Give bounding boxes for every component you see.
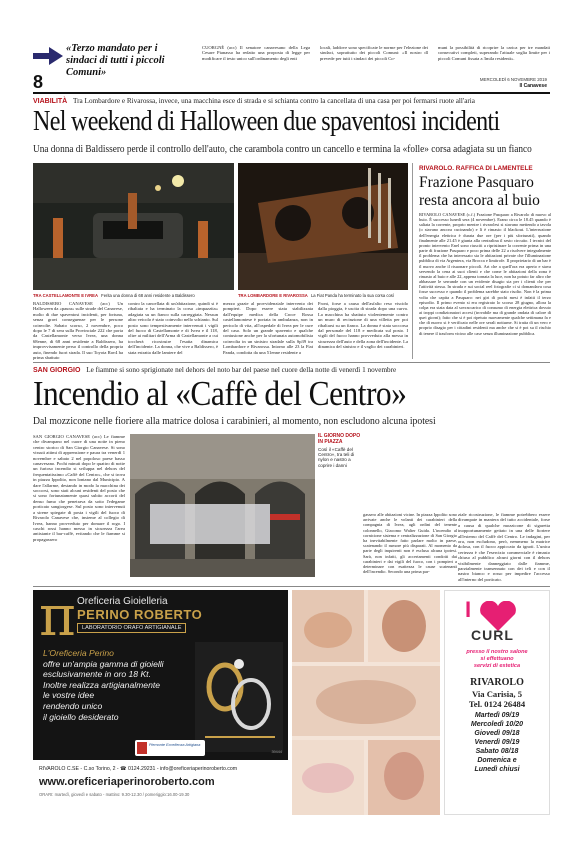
salon-day-1: Martedì 09/19 bbox=[474, 712, 520, 719]
jewelry-line-6: rendendo unico bbox=[43, 700, 103, 711]
jewelry-ad[interactable] bbox=[33, 590, 288, 815]
jewelry-line-5: le vostre idee bbox=[43, 690, 95, 701]
story1-col-4: Front, forse a causa dell'asfalto reso viscido dalla pioggia, è uscita di strada dopo una curva. La macchina ha sbattuto violentemente contro un muro di recinzione di una villetta per poi ribaltarsi su un fianco. La donna è stata soccorsa dal personale del 118 e medicata sul posto. I vigili del fuoco hanno provveduto alla messa in sicurezza dell'auto e della zona dell'incidente. La dinamica del sinistro e il vaglio dei carabinieri. bbox=[318, 301, 408, 350]
story1-kicker-text: Tra Lombardore e Rivarossa, invece, una macchina esce di strada e si schianta contro la cancellata di una casa per poi fermarsi ruote all'aria bbox=[73, 97, 475, 105]
salon-day-3: Giovedì 09/18 bbox=[474, 730, 520, 737]
teaser-col-2: locali, laddove sono specificate le norme per l'elezione dei sindaci, soprattutto dei piccoli Comuni: «Il nostro dl prevede per tutti i sindaci dei piccoli Co- bbox=[320, 45, 428, 61]
jewelry-ad-footer bbox=[33, 760, 288, 815]
crash-caption-2-tag: TRA LOMBARDORE E RIVAROSSA bbox=[238, 293, 308, 298]
page-number: 8 bbox=[33, 72, 44, 92]
jewelry-ad-text bbox=[43, 648, 193, 722]
salon-address bbox=[449, 677, 545, 709]
salon-tagline bbox=[449, 649, 545, 669]
crash-photo-1 bbox=[33, 163, 234, 290]
crash-caption-2-text: La Fiat Panda ha terminato la sua corsa così bbox=[310, 293, 395, 298]
story1-col-2: contro la cancellata di un'abitazione, quindi si è ribaltata e ha terminato la corsa «impazzita» adagiata su un fianco sulla carreggiata. Nessun altro veicolo è stato coinvolto nello schianto. Sul posto sono tempestivamente intervenuti i vigili del fuoco di Castellamonte e di Ivrea e il 118, oltre ai militari dell'Arma di Castellamonte a cui toccherà ricostruire l'esatta dinamica dell'incidente. La donna, che vive a Baldissero, è stata estratta dalle lamiere del bbox=[128, 301, 218, 355]
salon-photo-collage bbox=[292, 590, 440, 815]
jewelry-line-4: Inoltre realizza artigianalmente bbox=[43, 679, 161, 690]
jewelry-line-3: esclusivamente in oro 18 Kt. bbox=[43, 669, 151, 680]
header-rule bbox=[33, 92, 550, 94]
i-love-curl-logo bbox=[465, 599, 531, 643]
piemonte-flag-icon bbox=[137, 742, 147, 754]
story1-col-3: mezzo grazie al provvidenziale intervento dei pompieri. Dopo essere stata stabilizzata dall'equipe medica della Croce Rossa castellamontese è portata in ambulanza, non in pericolo di vita, all'ospedale di Ivrea per le cure del caso. Solo un grande spavento e qualche contusione anche per la sfortunata automobilista coinvolta in un sinistro stradale sulla Sp39 tra Lombardore e Rivarossa. Intorno alle 23 la Fiat Panda, condotta da una 51enne residente a bbox=[223, 301, 313, 355]
crash-caption-1-tag: TRA CASTELLAMONTE E IVREA bbox=[33, 293, 98, 298]
jewelry-ad-brand: PERINO ROBERTO bbox=[77, 607, 203, 622]
salon-city: RIVAROLO bbox=[470, 677, 524, 688]
story2-col-2: gassero alle abitazioni vicine. In piazza Ippolito sono arrivate anche le volanti dei carabinieri della compagnia di Ivrea, agli ordini del tenente colonnello, Giacomo Walter Guida. L'incendio al cornicione sistema e centralizzazione di San Giorgio ha inevitabilmente fatto parlare molto in paese, scatenando il rumore più disparati. Al momento da parte degli inquirenti non è esclusa alcuna ipotesi. Sarà, non infatti, gli accertamenti condotti dai carabinieri e dai vigili del fuoco, con i pompieri a determinare con esattezza le cause scatenanti dell'incendio. Secondo una prima par- bbox=[363, 512, 457, 575]
paper-name: Il Canavese bbox=[519, 83, 547, 89]
salon-day-7: Lunedì chiusi bbox=[474, 766, 520, 773]
teaser-arrow-icon bbox=[33, 47, 63, 65]
artisan-badge-text: Piemonte Eccellenza Artigiana bbox=[149, 743, 201, 747]
story2-col-1: SAN GIORGIO CANAVESE (acc) Le fiamme che divampano nel cuore di una notte in pieno centro storico di San Giorgio Canavese. Si sono vissuti attimi di apprensione e paura tra venerdì 1 novembre e sabato 2 nel popoloso paese basso canavesano. Pochi minuti dopo le quattro di notte un furioso incendio si sviluppa nel dehors del frequentatissimo «Caffè del Centro», che si trova in piazza Ippolito, non lontano dal Municipio. A dare l'allarme, destando in modo la macchina dei soccorsi, sono stati alcuni residenti del posto che si sono fortunatamente quasi subito accorti del denso fumo che penetrava da sotto l'edegame porticato sangiorgese. Sul posto sono intervenuti a sirene spiegate di posta i vigili del fuoco di Rivarolo Canavese che, insieme al collegio di Ivrea, hanno provveduto per domare il rogo. I caschi rossi hanno messo in sicurezza l'area antistante il bar-caffè, evitando che le fiamme si propagassero bbox=[33, 434, 125, 542]
story1-subhead: Una donna di Baldissero perde il controllo dell'auto, che carambola contro un cancello e termina la «folle» corsa adagiata su un fianco bbox=[33, 143, 532, 155]
salon-day-2: Mercoledì 10/20 bbox=[470, 721, 524, 728]
salon-hours bbox=[449, 711, 545, 774]
cafe-caption-title: IL GIORNO DOPO IN PIAZZA bbox=[318, 433, 361, 445]
section-rule-2 bbox=[33, 586, 550, 587]
curl-wordmark: CURL bbox=[471, 627, 514, 643]
salon-day-5: Sabato 08/18 bbox=[475, 748, 519, 755]
salon-tag-3: servizi di estetica bbox=[473, 662, 521, 669]
pi-logo: π bbox=[39, 590, 76, 649]
story2-headline[interactable]: Incendio al «Caffè del Centro» bbox=[33, 374, 407, 413]
story2-col-3: ziale ricostruzione, le fiamme potrebbero essere divampate in maniera del tutto accidentale, forse a causa di qualche mozzicone di sigaretta inopportunamente gettato in una delle fioriere all'esterno del Caffè del Centro. Le indagini, per ora, non escludono, però, nemmeno la matrice dolosa, con il fuoco appiccato da ignoti. L'unica certezza è che l'esercizio commerciale è rimasto chiuso al pubblico alcuni giorni con il dehors visibilmente danneggiato dalle fiamme, parzialmente transennato con dei teli e con il nastro bianco e rosso per impedire l'accesso all'interno del porticato. bbox=[458, 512, 550, 582]
story2-kicker-text: Le fiamme si sono sprigionate nel dehors del noto bar del paese nel cuore della notte di venerdì 1 novembre bbox=[86, 366, 397, 374]
jewelry-ad-tagline: LABORATORIO ORAFO ARTIGIANALE bbox=[77, 623, 186, 633]
salon-street: Via Carisia, 5 bbox=[471, 689, 523, 699]
teaser-col-1: CUORGNÈ (acc) Il senatore canavesano della Lega Cesare Pianasso ha redatto una proposta di legge per modificare il testo unico sull'ordinamento degli enti bbox=[202, 45, 310, 61]
sidebar-body: RIVAROLO CANAVESE (c.f.) Frazione Pasquaro a Rivarolo di nuovo al buio. È successo lunedì sera (4 novembre). Erano circa le 18.45 quando è saltata la corrente, proprio mentre i rivarolesi si stavano mettendo a tavola (o stavano ancora cucinando) e lì è rimasto il blackout. L'interruzione dell'energia elettrica è durata due ore (per i più sfortunati), quando finalmente alle 21.45 è giunta alla centralina il sesto circuito. I tecnici del pronto intervento Enel sono riusciti a ripristinare la corrente prima in una parte di frazione Pasquaro e poco prima delle 22 a risolvere integralmente il problema che ha interessato sia le abitazioni private che l'illuminazione pubblica di via Argentera, via Brocca e limitrofe. Il proprietario di un bar è il nuovo anche il risuonare piccoli. Art che a quell'ora era aperto e stava servendo la cena ai suoi clienti e che come le abitazioni della zona è rimasto al buio e alle 22, appena tornata la luce, non ha potuto far altro che abbassare le serrande con un evidente disagio sia per i clienti che per l'attività stessa. In strada e sui social reel fotografie ci si domandava cosa fosse successo e quando il problema sarebbe stato risolto. Non è la prima volta che capita a Pasquaro: nei giri di pochi mesi è infatti il terzo episodio. Il primo evento si era registrato lo scorso 28 giugno, allora la colpa era stata data al sovraccarico di consumo di energia elettrica dovuto ai troppi condizionatori accesi (trovabile ma di grande ondata di calore di quei giorni); fatto che si è poi ripetuto nuovamente qualche settimana fa e che di nuovo si è verificato nelle ore serali notturne. Si tratta di un vero e proprio disagio per i cittadini residenti ma anche che si è poi su il rischio di tenere il trasform vicino alle case senza illuminazione pubblica. bbox=[419, 212, 551, 336]
cafe-photo-caption bbox=[318, 434, 363, 468]
story2-kicker: SAN GIORGIO bbox=[33, 367, 81, 374]
jewelry-ad-code: 39444 bbox=[271, 750, 282, 754]
salon-phone[interactable]: Tel. 0124 26484 bbox=[468, 699, 526, 709]
jewelry-ad-hours: ORARI: martedì, giovedì e sabato - mattino: 9.30-12.30 / pomeriggio:16.00-19.30 bbox=[39, 792, 190, 797]
salon-tag-2: si effettuano bbox=[480, 655, 514, 662]
salon-tag-1: presso il nostro salone bbox=[466, 649, 528, 655]
issue-date: MERCOLEDÌ 6 NOVEMBRE 2019 bbox=[479, 77, 547, 82]
teaser-headline[interactable]: «Terzo mandato per i sindaci di tutti i piccoli Comuni» bbox=[66, 43, 165, 78]
salon-day-4: Venerdì 09/19 bbox=[474, 739, 520, 746]
section-rule-1 bbox=[33, 362, 550, 363]
story1-col-1: BALDISSERO CANAVESE (acc) Un Halloween da «paura» sulle strade del Canavese, molto di due spaventosi incidenti, per fortuna, senza gravi conseguenze per le persone coinvolte. Sabato scorso, 2 novembre, poco dopo le 7 di sera sulla Provinciale 222 che porta da Castellamonte verso Ivrea, una donna 68enne, di 68 anni residente a Baldissero, ha improvvisamente perso il controllo della propria auto, finendo fuori strada. Il suo Toyota Rav4 ha prima sbattuto bbox=[33, 301, 123, 361]
sidebar-kicker: RIVAROLO. RAFFICA DI LAMENTELE bbox=[419, 165, 533, 172]
salon-day-6: Domenica e bbox=[477, 757, 517, 764]
love-i: I bbox=[465, 597, 472, 622]
jewelry-line-1: L'Oreficeria Perino bbox=[43, 648, 114, 658]
jewelry-ad-address: RIVAROLO C.SE - C.so Torino, 2 - ☎ 0124.29231 - info@oreficeriaperinoroberto.com bbox=[39, 766, 238, 772]
crash-caption-1 bbox=[33, 293, 234, 298]
crash-caption-1-text: Ferita una donna di 68 anni residente a Baldissero bbox=[101, 293, 195, 298]
story1-kicker-line bbox=[33, 97, 550, 106]
crash-photo-2 bbox=[238, 163, 408, 290]
jewelry-line-7: il gioiello desiderato bbox=[43, 711, 119, 722]
teaser-col-3: muni la possibilità di ricoprire la carica per tre mandati consecutivi completi, superando l'attuale soglia limite per i piccoli Comuni fissata a 3mila residenti». bbox=[438, 45, 550, 61]
jewelry-ad-website[interactable]: www.oreficeriaperinoroberto.com bbox=[39, 776, 215, 788]
sidebar-headline[interactable]: Frazione Pasquaro resta ancora al buio bbox=[419, 174, 540, 209]
story1-kicker: VIABILITÀ bbox=[33, 98, 68, 105]
story1-headline[interactable]: Nel weekend di Halloween due spaventosi incidenti bbox=[33, 106, 500, 137]
cafe-photo bbox=[130, 434, 315, 577]
sidebar-rule bbox=[412, 163, 413, 359]
salon-ad[interactable] bbox=[444, 590, 550, 815]
cafe-caption-text: Così il «Caffè del Centro», tra teli di nylon e nastro a coprire i danni bbox=[318, 446, 355, 468]
jewelry-rings-image bbox=[195, 642, 283, 752]
jewelry-ad-name: Oreficeria Gioielleria bbox=[77, 596, 168, 607]
crash-caption-2 bbox=[238, 293, 408, 298]
story2-subhead: Dal mozzicone nelle fioriere alla matrice dolosa i carabinieri, al momento, non escludono alcuna ipotesi bbox=[33, 415, 436, 427]
artisan-badge bbox=[135, 740, 205, 756]
jewelry-line-2: offre un'ampia gamma di gioielli bbox=[43, 658, 164, 669]
